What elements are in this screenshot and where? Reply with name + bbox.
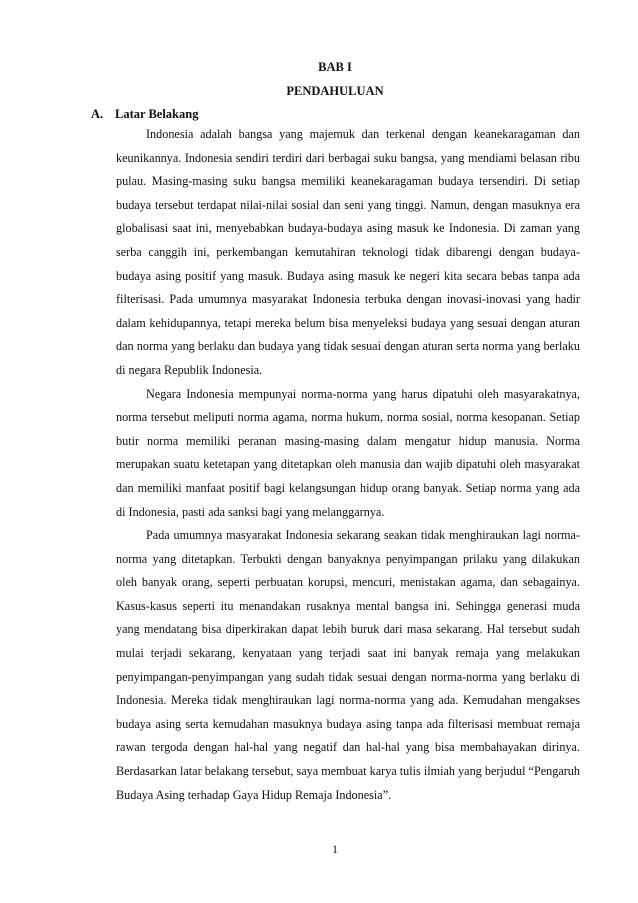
- paragraph-2: Negara Indonesia mempunyai norma-norma yang harus dipatuhi oleh masyarakatnya, norma tersebut meliputi norma agama, norma hukum, norma sosial, norma kesopanan. Setiap butir norma memiliki peranan masing-masing dalam mengatur hidup manusia. Norma merupakan suatu ketetapan yang ditetapkan oleh manusia dan wajib dipatuhi oleh masyarakat dan memiliki manfaat positif bagi kelangsungan hidup orang banyak. Setiap norma yang ada di Indonesia, pasti ada sanksi bagi yang melanggarnya.: [116, 386, 580, 519]
- chapter-title: PENDAHULUAN: [286, 84, 384, 98]
- paragraph-3: Pada umumnya masyarakat Indonesia sekarang seakan tidak menghiraukan lagi norma-norma yang ditetapkan. Terbukti dengan banyaknya penyimpangan prilaku yang dilakukan oleh banyak orang, seperti perbuatan korupsi, mencuri, menistakan agama, dan sebagainya. Kasus-kasus seperti itu menandakan rusaknya mental bangsa ini. Sehingga generasi muda yang mendatang bisa diperkirakan dapat lebih buruk dari masa sekarang. Hal tersebut sudah mulai terjadi sekarang, kenyataan yang terjadi saat ini banyak remaja yang melakukan penyimpangan-penyimpangan yang sudah tidak sesuai dengan norma-norma yang berlaku di Indonesia. Mereka tidak menghiraukan lagi norma-norma yang ada. Kemudahan mengakses budaya asing serta kemudahan masuknya budaya asing tanpa ada filterisasi membuat remaja rawan tergoda dengan hal-hal yang negatif dan hal-hal yang bisa membahayakan dirinya. Berdasarkan latar belakang tersebut, saya membuat karya tulis ilmiah yang berjudul “Pengaruh Budaya Asing terhadap Gaya Hidup Remaja Indonesia”.: [116, 528, 580, 802]
- section-number: A.: [91, 107, 104, 121]
- paragraph-1: Indonesia adalah bangsa yang majemuk dan terkenal dengan keanekaragaman dan keunikannya. Indonesia sendiri terdiri dari berbagai suku bangsa, yang mendiami belasan ribu pulau. Masing-masing suku bangsa memiliki keanekaragaman budaya tersendiri. Di setiap budaya tersebut terdapat nilai-nilai sosial dan seni yang tinggi. Namun, dengan masuknya era globalisasi saat ini, menyebabkan budaya-budaya asing masuk ke Indonesia. Di zaman yang serba canggih ini, perkembangan kemutahiran teknologi tidak dibarengi dengan budaya-budaya asing positif yang masuk. Budaya asing masuk ke negeri kita secara bebas tanpa ada filterisasi. Pada umumnya masyarakat Indonesia terbuka dengan inovasi-inovasi yang hadir dalam kehidupannya, tetapi mereka belum bisa menyeleksi budaya yang sesuai dengan aturan dan norma yang berlaku dan budaya yang tidak sesuai dengan aturan serta norma yang berlaku di negara Republik Indonesia.: [116, 127, 580, 377]
- page-number: 1: [332, 842, 338, 856]
- section-title: Latar Belakang: [115, 107, 199, 121]
- chapter-label: BAB I: [318, 60, 352, 74]
- section-heading: [91, 106, 198, 122]
- body-text: [116, 123, 580, 807]
